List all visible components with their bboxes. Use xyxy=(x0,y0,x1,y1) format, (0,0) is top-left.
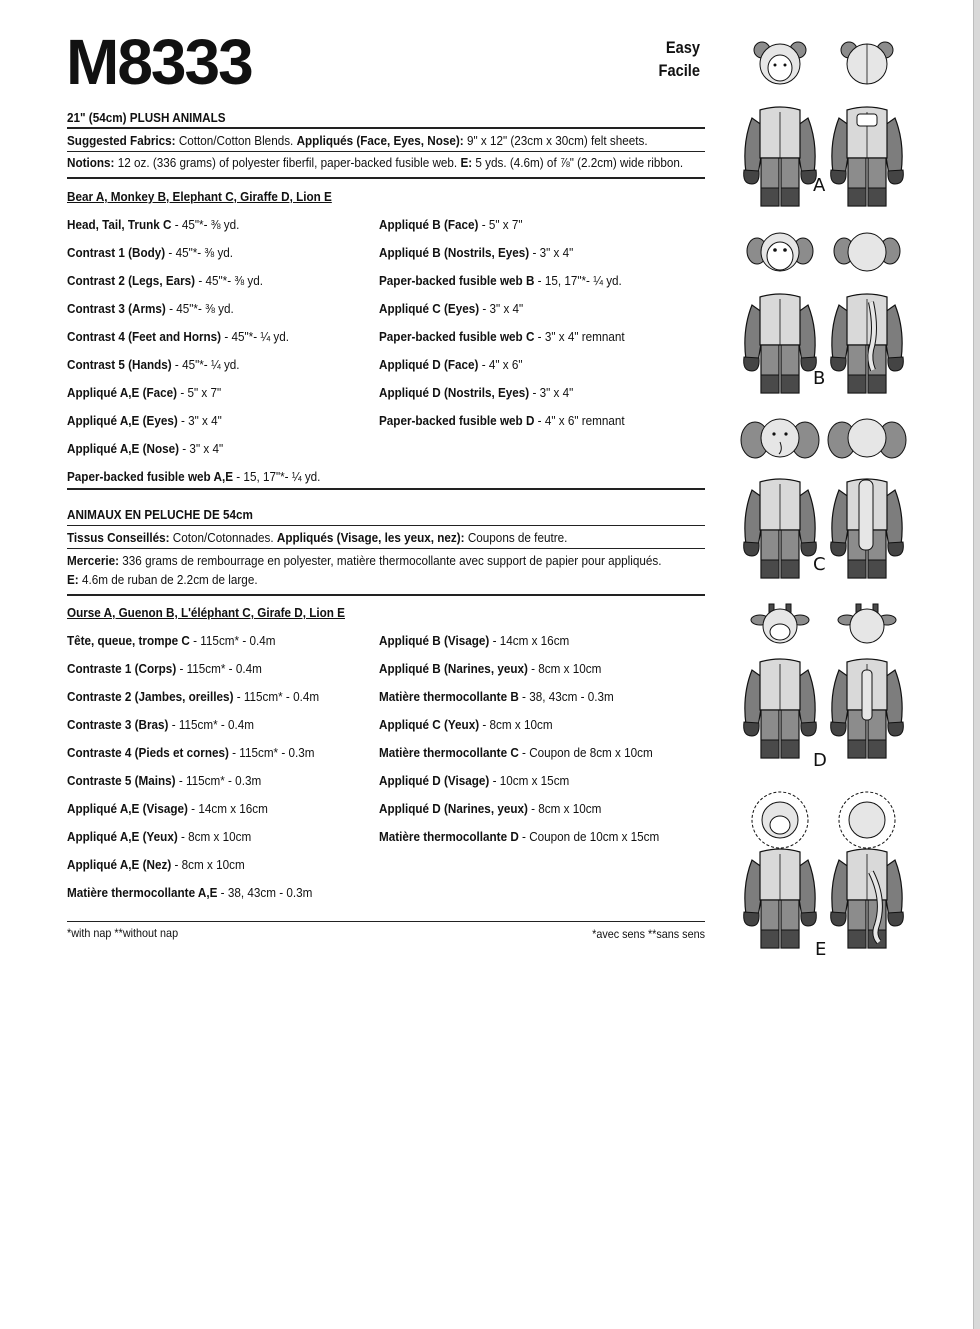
mercerie-e xyxy=(67,573,258,586)
yardage-row xyxy=(67,634,276,647)
yardage-label: Matière thermocollante D xyxy=(379,829,519,844)
divider xyxy=(67,488,705,490)
yardage-label: Contrast 3 (Arms) xyxy=(67,301,166,316)
footnote-en: *with nap **without nap xyxy=(67,926,179,940)
yardage-label: Appliqué A,E (Face) xyxy=(67,385,178,400)
yardage-label: Appliqué C (Eyes) xyxy=(379,301,480,316)
appliques-label: Appliqués (Face, Eyes, Nose): xyxy=(296,133,464,148)
yardage-value: - 45"*- ⅜ yd. xyxy=(174,217,240,232)
yardage-label: Matière thermocollante C xyxy=(379,745,519,760)
yardage-value: - 115cm* - 0.4m xyxy=(171,717,255,732)
notions xyxy=(67,156,683,169)
yardage-row xyxy=(379,746,653,759)
divider xyxy=(67,921,705,922)
yardage-row xyxy=(67,858,245,871)
divider xyxy=(67,594,705,596)
yardage-label: Appliqué B (Nostrils, Eyes) xyxy=(379,245,530,260)
yardage-label: Paper-backed fusible web C xyxy=(379,329,535,344)
yardage-value: - 45"*- ⅜ yd. xyxy=(168,245,234,260)
divider xyxy=(67,548,705,549)
view-label-c: C xyxy=(813,554,826,575)
yardage-row xyxy=(379,246,573,259)
yardage-label: Paper-backed fusible web B xyxy=(379,273,535,288)
yardage-row xyxy=(379,690,614,703)
yardage-value: - 14cm x 16cm xyxy=(492,633,570,648)
yardage-row xyxy=(379,830,659,843)
tissus-text: Coton/Cotonnades. xyxy=(172,530,274,545)
yardage-value: - 3" x 4" xyxy=(182,441,224,456)
yardage-row xyxy=(379,634,569,647)
yardage-value: - 5" x 7" xyxy=(180,385,222,400)
yardage-label: Appliqué D (Narines, yeux) xyxy=(379,801,528,816)
yardage-label: Contrast 1 (Body) xyxy=(67,245,166,260)
english-views-heading: Bear A, Monkey B, Elephant C, Giraffe D, Lion E xyxy=(67,189,332,204)
yardage-value: - 4" x 6" remnant xyxy=(537,413,625,428)
yardage-value: - 45"*- ¼ yd. xyxy=(224,329,289,344)
yardage-row xyxy=(379,386,573,399)
tissus-label: Tissus Conseillés: xyxy=(67,530,170,545)
page-edge xyxy=(974,0,980,1329)
yardage-row xyxy=(379,718,553,731)
yardage-label: Contrast 5 (Hands) xyxy=(67,357,172,372)
view-d-giraffe xyxy=(744,604,904,758)
yardage-label: Appliqué A,E (Visage) xyxy=(67,801,188,816)
mercerie-text: 336 grams de rembourrage en polyester, matière thermocollante avec support de papier pour appliqués. xyxy=(122,553,662,568)
appliques-fr-text: Coupons de feutre. xyxy=(467,530,568,545)
suggested-fabrics-label: Suggested Fabrics: xyxy=(67,133,176,148)
yardage-label: Appliqué D (Nostrils, Eyes) xyxy=(379,385,530,400)
divider xyxy=(67,525,705,526)
notions-text: 12 oz. (336 grams) of polyester fiberfil, paper-backed fusible web. xyxy=(117,155,458,170)
yardage-label: Appliqué A,E (Nose) xyxy=(67,441,180,456)
divider xyxy=(67,151,705,152)
notions-e-label: E: xyxy=(460,155,473,170)
yardage-label: Appliqué A,E (Eyes) xyxy=(67,413,178,428)
yardage-label: Appliqué D (Visage) xyxy=(379,773,490,788)
view-illustrations xyxy=(735,30,925,960)
yardage-row xyxy=(379,274,622,287)
yardage-row xyxy=(379,302,523,315)
yardage-value: - 3" x 4" remnant xyxy=(537,329,625,344)
yardage-value: - 8cm x 10cm xyxy=(180,829,252,844)
yardage-value: - 115cm* - 0.4m xyxy=(236,689,320,704)
yardage-row xyxy=(67,218,239,231)
notions-label: Notions: xyxy=(67,155,115,170)
yardage-row xyxy=(67,662,262,675)
yardage-value: - 3" x 4" xyxy=(532,385,574,400)
yardage-row xyxy=(67,358,240,371)
yardage-value: - 3" x 4" xyxy=(482,301,524,316)
yardage-row xyxy=(67,246,233,259)
yardage-value: - 10cm x 15cm xyxy=(492,773,570,788)
yardage-row xyxy=(379,218,523,231)
yardage-row xyxy=(379,662,601,675)
english-title: 21" (54cm) PLUSH ANIMALS xyxy=(67,110,226,125)
yardage-value: - 115cm* - 0.3m xyxy=(178,773,262,788)
yardage-value: - 8cm x 10cm xyxy=(531,661,602,676)
yardage-row xyxy=(67,386,221,399)
yardage-label: Contrast 4 (Feet and Horns) xyxy=(67,329,222,344)
yardage-value: - 115cm* - 0.3m xyxy=(232,745,315,760)
suggested-fabrics xyxy=(67,134,648,147)
yardage-label: Appliqué A,E (Yeux) xyxy=(67,829,178,844)
yardage-row xyxy=(67,718,254,731)
yardage-value: - 15, 17"*- ¼ yd. xyxy=(537,273,622,288)
yardage-value: - Coupon de 8cm x 10cm xyxy=(522,745,653,760)
yardage-value: - 4" x 6" xyxy=(481,357,523,372)
yardage-value: - 115cm* - 0.4m xyxy=(179,661,262,676)
mercerie xyxy=(67,554,661,567)
mercerie-e-label: E: xyxy=(67,572,79,587)
yardage-row xyxy=(379,774,569,787)
yardage-value: - 45"*- ¼ yd. xyxy=(174,357,240,372)
yardage-value: - 45"*- ⅜ yd. xyxy=(169,301,234,316)
yardage-value: - 8cm x 10cm xyxy=(174,857,245,872)
yardage-label: Matière thermocollante B xyxy=(379,689,519,704)
yardage-value: - 5" x 7" xyxy=(481,217,523,232)
french-title: ANIMAUX EN PELUCHE DE 54cm xyxy=(67,507,253,522)
notions-e-text: 5 yds. (4.6m) of ⅞" (2.2cm) wide ribbon. xyxy=(475,155,684,170)
yardage-value: - 3" x 4" xyxy=(181,413,222,428)
yardage-label: Appliqué B (Visage) xyxy=(379,633,490,648)
view-label-d: D xyxy=(813,750,827,771)
yardage-label: Matière thermocollante A,E xyxy=(67,885,218,900)
yardage-row xyxy=(67,330,289,343)
french-views-heading: Ourse A, Guenon B, L'éléphant C, Girafe D, Lion E xyxy=(67,605,345,620)
yardage-label: Appliqué B (Narines, yeux) xyxy=(379,661,528,676)
divider xyxy=(67,127,705,129)
yardage-label: Appliqué D (Face) xyxy=(379,357,479,372)
yardage-row xyxy=(67,690,319,703)
yardage-value: - 115cm* - 0.4m xyxy=(193,633,276,648)
yardage-row xyxy=(67,302,234,315)
yardage-value: - Coupon de 10cm x 15cm xyxy=(522,829,660,844)
yardage-row xyxy=(379,414,625,427)
yardage-label: Tête, queue, trompe C xyxy=(67,633,190,648)
yardage-label: Contraste 5 (Mains) xyxy=(67,773,176,788)
footnote-fr: *avec sens **sans sens xyxy=(592,927,705,941)
yardage-label: Appliqué A,E (Nez) xyxy=(67,857,172,872)
yardage-value: - 3" x 4" xyxy=(532,245,574,260)
tissus xyxy=(67,531,567,544)
divider xyxy=(67,177,705,179)
yardage-value: - 14cm x 16cm xyxy=(191,801,268,816)
mercerie-e-text: 4.6m de ruban de 2.2cm de large. xyxy=(81,572,258,587)
yardage-row xyxy=(67,774,261,787)
mercerie-label: Mercerie: xyxy=(67,553,120,568)
yardage-row xyxy=(379,330,625,343)
yardage-label: Paper-backed fusible web D xyxy=(379,413,535,428)
view-label-a: A xyxy=(813,175,826,196)
yardage-row xyxy=(67,830,251,843)
yardage-value: - 38, 43cm - 0.3m xyxy=(522,689,614,704)
yardage-row xyxy=(67,442,223,455)
appliques-text: 9" x 12" (23cm x 30cm) felt sheets. xyxy=(466,133,648,148)
yardage-label: Contraste 3 (Bras) xyxy=(67,717,169,732)
yardage-label: Contraste 2 (Jambes, oreilles) xyxy=(67,689,234,704)
yardage-label: Paper-backed fusible web A,E xyxy=(67,469,234,484)
yardage-row xyxy=(67,886,312,899)
yardage-value: - 8cm x 10cm xyxy=(531,801,602,816)
difficulty-en: Easy xyxy=(665,38,700,57)
yardage-value: - 8cm x 10cm xyxy=(482,717,553,732)
yardage-row xyxy=(379,802,601,815)
appliques-fr-label: Appliqués (Visage, les yeux, nez): xyxy=(276,530,465,545)
yardage-row xyxy=(379,358,523,371)
yardage-label: Contrast 2 (Legs, Ears) xyxy=(67,273,196,288)
view-e-lion xyxy=(744,792,904,948)
yardage-value: - 15, 17"*- ¼ yd. xyxy=(236,469,321,484)
suggested-fabrics-text: Cotton/Cotton Blends. xyxy=(178,133,294,148)
view-label-e: E xyxy=(815,939,827,960)
pattern-number: M8333 xyxy=(66,26,252,98)
yardage-value: - 38, 43cm - 0.3m xyxy=(220,885,313,900)
yardage-row xyxy=(67,746,315,759)
yardage-label: Contraste 4 (Pieds et cornes) xyxy=(67,745,229,760)
difficulty-fr: Facile xyxy=(658,61,700,80)
yardage-row xyxy=(67,802,268,815)
yardage-label: Head, Tail, Trunk C xyxy=(67,217,172,232)
view-label-b: B xyxy=(813,368,826,389)
yardage-row xyxy=(67,470,320,483)
yardage-label: Appliqué B (Face) xyxy=(379,217,479,232)
yardage-row xyxy=(67,414,222,427)
yardage-label: Appliqué C (Yeux) xyxy=(379,717,480,732)
yardage-row xyxy=(67,274,263,287)
yardage-value: - 45"*- ⅜ yd. xyxy=(198,273,263,288)
yardage-label: Contraste 1 (Corps) xyxy=(67,661,177,676)
